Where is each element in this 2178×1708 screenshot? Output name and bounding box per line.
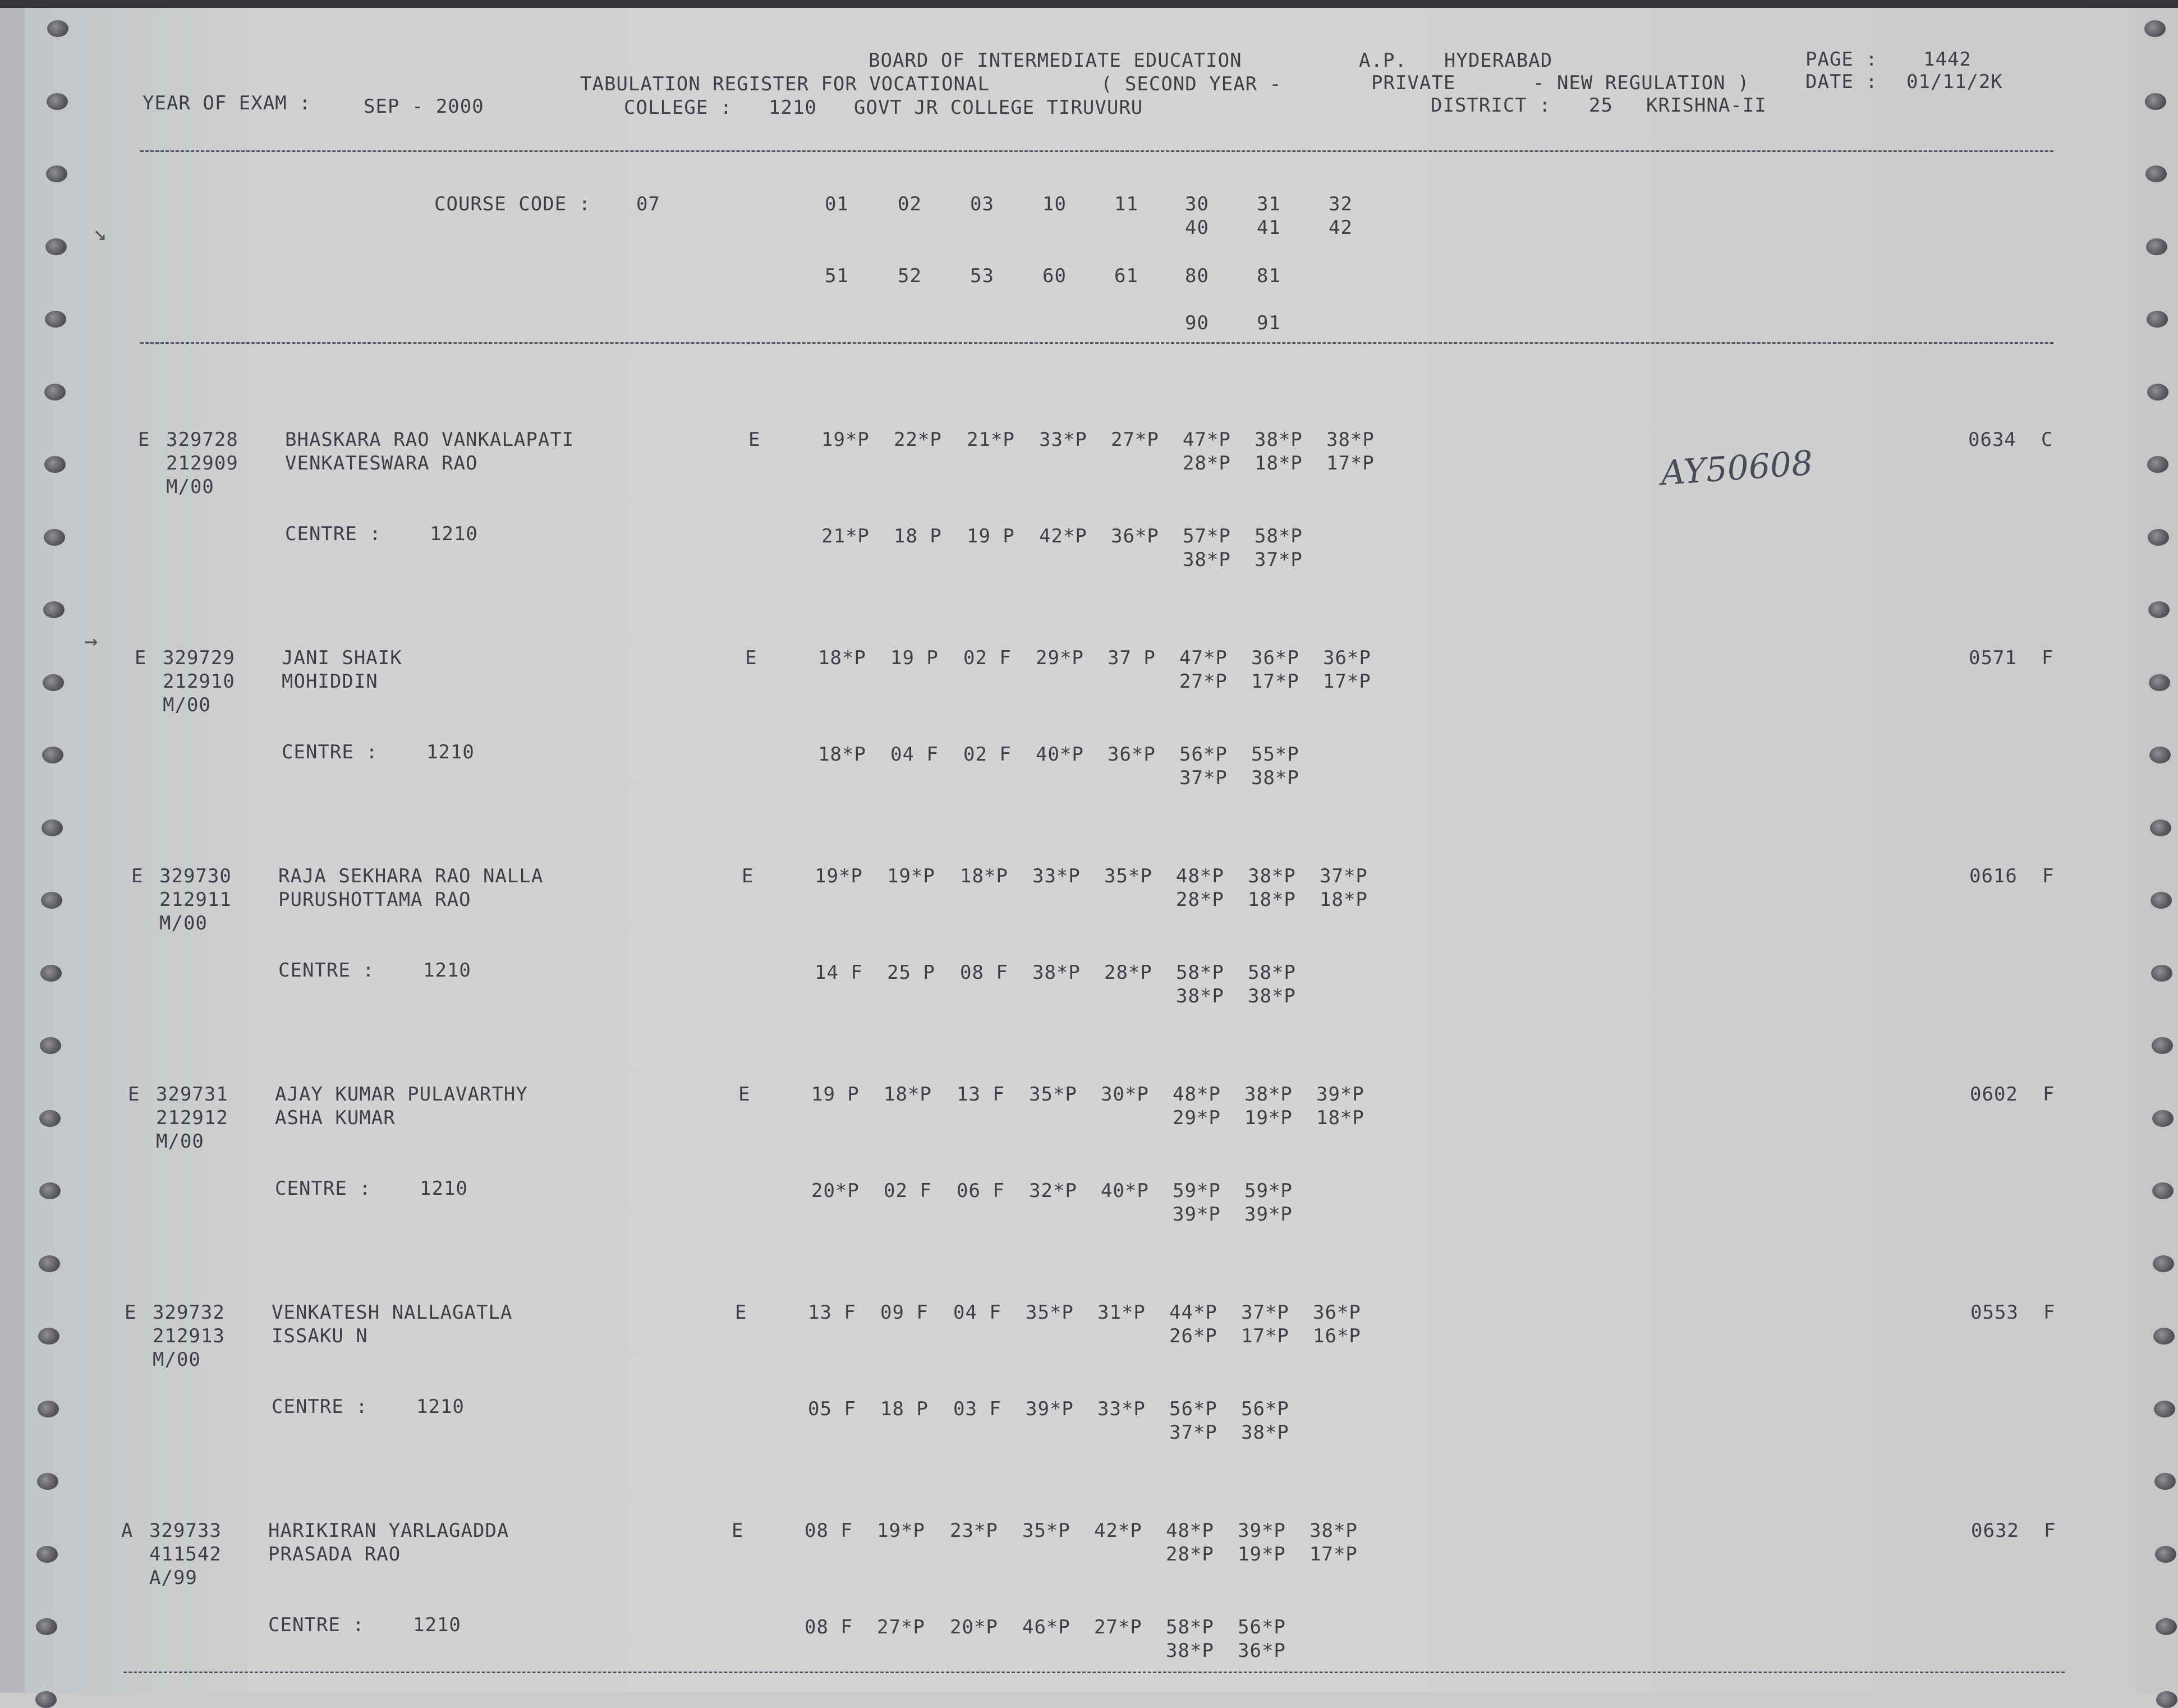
centre-label: CENTRE : xyxy=(268,1614,365,1636)
result-code: F xyxy=(2044,1520,2056,1542)
sprocket-hole-right xyxy=(2155,1546,2176,1563)
result-code: F xyxy=(2042,647,2054,669)
course-code-row3-item: 61 xyxy=(1114,265,1138,287)
mark-cell: 18 P xyxy=(894,525,942,547)
student-flag: E xyxy=(128,1083,140,1106)
guardian-name: PRASADA RAO xyxy=(268,1543,401,1566)
mark-cell: 28*P xyxy=(1176,888,1224,911)
mark-cell: 37*P xyxy=(1241,1301,1289,1324)
centre-label: CENTRE : xyxy=(282,741,378,763)
sprocket-hole-left xyxy=(39,1182,61,1199)
sprocket-hole-right xyxy=(2156,1691,2177,1708)
register-number: 212910 xyxy=(163,670,235,693)
centre-label: CENTRE : xyxy=(275,1177,371,1200)
mark-cell: 40*P xyxy=(1101,1180,1149,1202)
total-marks: 0632 xyxy=(1971,1520,2019,1542)
handwritten-annotation: AY50608 xyxy=(1659,443,1814,494)
medium-code: E xyxy=(742,865,754,887)
roll-number: 329731 xyxy=(156,1083,228,1106)
sprocket-hole-left xyxy=(38,1328,59,1345)
mark-cell: 38*P xyxy=(1248,985,1296,1007)
top-edge xyxy=(0,0,2178,8)
sprocket-hole-right xyxy=(2156,1618,2177,1635)
mark-cell: 38*P xyxy=(1248,865,1296,887)
mark-cell: 38*P xyxy=(1032,961,1081,984)
mark-cell: 37*P xyxy=(1255,549,1303,571)
mark-cell: 32*P xyxy=(1029,1180,1077,1202)
sprocket-hole-left xyxy=(42,747,63,763)
register-number: 411542 xyxy=(149,1543,222,1566)
student-name: RAJA SEKHARA RAO NALLA xyxy=(278,865,544,887)
sprocket-hole-right xyxy=(2148,529,2169,546)
course-code-row1-item: 10 xyxy=(1042,193,1067,215)
course-code-row3-item: 51 xyxy=(825,265,849,287)
private-label: PRIVATE xyxy=(1371,72,1456,94)
centre-code: 1210 xyxy=(430,523,478,545)
course-code: 07 xyxy=(636,193,660,215)
mark-cell: 39*P xyxy=(1026,1398,1074,1420)
sprocket-hole-right xyxy=(2152,1110,2174,1127)
mark-cell: 38*P xyxy=(1244,1083,1293,1106)
mark-cell: 38*P xyxy=(1309,1520,1358,1542)
mark-cell: 37 P xyxy=(1108,647,1156,669)
centre-code: 1210 xyxy=(426,741,475,763)
course-code-row1-item: 03 xyxy=(970,193,994,215)
sprocket-hole-right xyxy=(2154,1401,2175,1417)
total-marks: 0571 xyxy=(1969,647,2017,669)
medium-code: E xyxy=(738,1083,751,1106)
mark-cell: 56*P xyxy=(1169,1398,1217,1420)
mark-cell: 36*P xyxy=(1108,743,1156,766)
mark-cell: 22*P xyxy=(894,429,942,451)
centre-code: 1210 xyxy=(420,1177,468,1200)
roll-number: 329729 xyxy=(163,647,235,669)
mark-cell: 37*P xyxy=(1179,767,1228,789)
course-code-row2-item: 42 xyxy=(1329,217,1353,239)
register-number: 212913 xyxy=(153,1325,225,1347)
mark-cell: 35*P xyxy=(1026,1301,1074,1324)
mark-cell: 17*P xyxy=(1241,1325,1289,1347)
mark-cell: 05 F xyxy=(808,1398,856,1420)
guardian-name: PURUSHOTTAMA RAO xyxy=(278,888,471,911)
mark-cell: 55*P xyxy=(1251,743,1299,766)
mark-cell: 42*P xyxy=(1039,525,1087,547)
mark-cell: 23*P xyxy=(950,1520,998,1542)
mark-cell: 19*P xyxy=(815,865,863,887)
divider-top xyxy=(140,150,2053,152)
sprocket-hole-right xyxy=(2148,601,2170,618)
guardian-name: VENKATESWARA RAO xyxy=(285,452,478,475)
course-code-row1-item: 30 xyxy=(1185,193,1209,215)
mark-cell: 48*P xyxy=(1173,1083,1221,1106)
mark-cell: 56*P xyxy=(1241,1398,1289,1420)
mark-cell: 38*P xyxy=(1183,549,1231,571)
sprocket-hole-left xyxy=(36,1618,57,1635)
course-code-row1-item: 31 xyxy=(1257,193,1281,215)
mark-cell: 36*P xyxy=(1313,1301,1361,1324)
sprocket-hole-left xyxy=(35,1691,57,1708)
mark-cell: 36*P xyxy=(1251,647,1299,669)
sprocket-hole-left xyxy=(40,965,62,982)
mark-cell: 26*P xyxy=(1169,1325,1217,1347)
mark-cell: 27*P xyxy=(1179,670,1228,693)
mark-cell: 18*P xyxy=(960,865,1008,887)
mark-cell: 18*P xyxy=(1248,888,1296,911)
sprocket-hole-left xyxy=(46,165,67,182)
mark-cell: 36*P xyxy=(1111,525,1159,547)
medium-code: E xyxy=(745,647,757,669)
centre-code: 1210 xyxy=(423,959,471,982)
result-code: C xyxy=(2041,429,2053,451)
guardian-name: MOHIDDIN xyxy=(282,670,378,693)
course-code-row3-item: 60 xyxy=(1042,265,1067,287)
mark-cell: 17*P xyxy=(1323,670,1371,693)
result-code: F xyxy=(2043,1083,2055,1106)
mark-cell: 19*P xyxy=(821,429,870,451)
roll-number: 329728 xyxy=(166,429,238,451)
mark-cell: 35*P xyxy=(1022,1520,1070,1542)
mark-cell: 08 F xyxy=(805,1616,853,1638)
mark-cell: 17*P xyxy=(1309,1543,1358,1566)
course-code-row1-item: 32 xyxy=(1329,193,1353,215)
mark-cell: 06 F xyxy=(957,1180,1005,1202)
register-number: 212912 xyxy=(156,1107,228,1129)
divider-bottom xyxy=(123,1672,2065,1673)
sprocket-hole-right xyxy=(2153,1255,2174,1272)
mark-cell: 19 P xyxy=(890,647,939,669)
mark-cell: 19 P xyxy=(967,525,1015,547)
sprocket-hole-left xyxy=(38,1401,59,1417)
sprocket-hole-right xyxy=(2147,384,2168,400)
sprocket-hole-right xyxy=(2154,1473,2176,1490)
mark-cell: 38*P xyxy=(1166,1640,1214,1662)
tractor-feed-strip-left xyxy=(0,0,24,1693)
mark-cell: 16*P xyxy=(1313,1325,1361,1347)
sprocket-hole-left xyxy=(44,529,65,546)
roll-number: 329730 xyxy=(159,865,232,887)
mark-cell: 18*P xyxy=(1320,888,1368,911)
mark-cell: 38*P xyxy=(1255,429,1303,451)
divider-header-bottom xyxy=(140,342,2053,344)
mark-cell: 02 F xyxy=(963,743,1012,766)
board-title: BOARD OF INTERMEDIATE EDUCATION xyxy=(869,49,1242,72)
mark-cell: 19*P xyxy=(877,1520,925,1542)
student-name: HARIKIRAN YARLAGADDA xyxy=(268,1520,509,1542)
mark-cell: 28*P xyxy=(1183,452,1231,475)
mark-cell: 39*P xyxy=(1316,1083,1364,1106)
mark-cell: 47*P xyxy=(1179,647,1228,669)
mark-cell: 18*P xyxy=(818,647,866,669)
roll-number: 329733 xyxy=(149,1520,222,1542)
mark-cell: 56*P xyxy=(1238,1616,1286,1638)
total-marks: 0634 xyxy=(1968,429,2016,451)
total-marks: 0553 xyxy=(1970,1301,2019,1324)
sprocket-hole-right xyxy=(2152,1037,2173,1054)
course-code-row3-item: 81 xyxy=(1257,265,1281,287)
sprocket-hole-left xyxy=(44,384,66,400)
result-code: F xyxy=(2042,865,2055,887)
district-label: DISTRICT : xyxy=(1431,94,1551,117)
mark-cell: 28*P xyxy=(1166,1543,1214,1566)
centre-label: CENTRE : xyxy=(278,959,375,982)
sprocket-hole-right xyxy=(2150,820,2171,836)
city-name: HYDERABAD xyxy=(1444,49,1553,72)
mark-cell: 57*P xyxy=(1183,525,1231,547)
sprocket-hole-left xyxy=(47,20,68,37)
course-code-row3-item: 53 xyxy=(970,265,994,287)
sprocket-hole-left xyxy=(43,674,64,691)
mark-cell: 59*P xyxy=(1244,1180,1293,1202)
sprocket-hole-right xyxy=(2147,456,2168,473)
student-flag: E xyxy=(125,1301,137,1324)
mark-cell: 37*P xyxy=(1169,1421,1217,1444)
mark-cell: 48*P xyxy=(1166,1520,1214,1542)
sprocket-hole-right xyxy=(2145,93,2166,110)
mark-cell: 19 P xyxy=(811,1083,860,1106)
mark-cell: 39*P xyxy=(1238,1520,1286,1542)
medium-code: E xyxy=(735,1301,747,1324)
guardian-name: ASHA KUMAR xyxy=(275,1107,396,1129)
sprocket-hole-right xyxy=(2149,674,2170,691)
mark-cell: 33*P xyxy=(1032,865,1081,887)
centre-code: 1210 xyxy=(416,1396,465,1418)
district-name: KRISHNA-II xyxy=(1646,94,1767,117)
mark-cell: 13 F xyxy=(957,1083,1005,1106)
mark-cell: 02 F xyxy=(963,647,1012,669)
medium-code: E xyxy=(732,1520,744,1542)
pencil-arrow-mark: → xyxy=(84,628,98,654)
student-name: JANI SHAIK xyxy=(282,647,402,669)
student-flag: E xyxy=(138,429,150,451)
mark-cell: 02 F xyxy=(884,1180,932,1202)
mark-cell: 19*P xyxy=(1244,1107,1293,1129)
mark-cell: 39*P xyxy=(1244,1203,1293,1226)
year-part: ( SECOND YEAR - xyxy=(1101,73,1282,95)
register-title: TABULATION REGISTER FOR VOCATIONAL xyxy=(580,73,990,95)
mark-cell: 38*P xyxy=(1241,1421,1289,1444)
mark-cell: 27*P xyxy=(1094,1616,1142,1638)
mark-cell: 36*P xyxy=(1238,1640,1286,1662)
year-of-exam-label: YEAR OF EXAM : xyxy=(143,92,311,114)
mark-cell: 46*P xyxy=(1022,1616,1070,1638)
mark-cell: 58*P xyxy=(1176,961,1224,984)
course-code-row4-item: 90 xyxy=(1185,312,1209,334)
centre-label: CENTRE : xyxy=(285,523,382,545)
mark-cell: 04 F xyxy=(890,743,939,766)
mark-cell: 27*P xyxy=(877,1616,925,1638)
mark-cell: 47*P xyxy=(1183,429,1231,451)
sprocket-hole-left xyxy=(43,601,65,618)
sprocket-hole-left xyxy=(42,820,63,836)
centre-code: 1210 xyxy=(413,1614,461,1636)
college-label: COLLEGE : xyxy=(624,96,733,119)
mark-cell: 40*P xyxy=(1036,743,1084,766)
mark-cell: 33*P xyxy=(1097,1398,1146,1420)
category-code: M/00 xyxy=(163,694,211,716)
sprocket-hole-left xyxy=(37,1473,58,1490)
mark-cell: 44*P xyxy=(1169,1301,1217,1324)
mark-cell: 18 P xyxy=(880,1398,929,1420)
course-code-row1-item: 02 xyxy=(898,193,922,215)
register-number: 212909 xyxy=(166,452,238,475)
pencil-tick-mark: ↘ xyxy=(93,220,107,246)
sprocket-hole-left xyxy=(45,238,67,255)
mark-cell: 31*P xyxy=(1097,1301,1146,1324)
student-name: BHASKARA RAO VANKALAPATI xyxy=(285,429,575,451)
date-label: DATE : xyxy=(1805,71,1878,93)
category-code: M/00 xyxy=(159,912,208,934)
guardian-name: ISSAKU N xyxy=(272,1325,368,1347)
mark-cell: 36*P xyxy=(1323,647,1371,669)
mark-cell: 48*P xyxy=(1176,865,1224,887)
roll-number: 329732 xyxy=(153,1301,225,1324)
mark-cell: 29*P xyxy=(1036,647,1084,669)
mark-cell: 20*P xyxy=(950,1616,998,1638)
year-of-exam: SEP - 2000 xyxy=(364,95,484,118)
state-abbr: A.P. xyxy=(1359,49,1407,72)
mark-cell: 27*P xyxy=(1111,429,1159,451)
sprocket-hole-left xyxy=(45,311,66,328)
course-code-row3-item: 80 xyxy=(1185,265,1209,287)
sprocket-hole-left xyxy=(36,1546,58,1563)
student-name: VENKATESH NALLAGATLA xyxy=(272,1301,513,1324)
district-code: 25 xyxy=(1589,94,1613,117)
sprocket-hole-left xyxy=(44,456,66,473)
college-code: 1210 xyxy=(769,96,817,119)
mark-cell: 13 F xyxy=(808,1301,856,1324)
mark-cell: 21*P xyxy=(821,525,870,547)
mark-cell: 17*P xyxy=(1326,452,1375,475)
sprocket-hole-right xyxy=(2151,892,2172,909)
mark-cell: 38*P xyxy=(1251,767,1299,789)
centre-label: CENTRE : xyxy=(272,1396,368,1418)
mark-cell: 18*P xyxy=(884,1083,932,1106)
mark-cell: 38*P xyxy=(1176,985,1224,1007)
student-flag: A xyxy=(121,1520,134,1542)
mark-cell: 35*P xyxy=(1029,1083,1077,1106)
category-code: M/00 xyxy=(156,1130,204,1153)
mark-cell: 58*P xyxy=(1166,1616,1214,1638)
mark-cell: 30*P xyxy=(1101,1083,1149,1106)
mark-cell: 18*P xyxy=(1316,1107,1364,1129)
course-code-row2-item: 41 xyxy=(1257,217,1281,239)
sprocket-hole-right xyxy=(2153,1328,2175,1345)
sprocket-hole-left xyxy=(39,1255,60,1272)
medium-code: E xyxy=(748,429,761,451)
mark-cell: 19*P xyxy=(1238,1543,1286,1566)
category-code: M/00 xyxy=(166,476,214,498)
mark-cell: 42*P xyxy=(1094,1520,1142,1542)
regulation-label: - NEW REGULATION ) xyxy=(1533,72,1750,94)
mark-cell: 56*P xyxy=(1179,743,1228,766)
mark-cell: 29*P xyxy=(1173,1107,1221,1129)
mark-cell: 25 P xyxy=(887,961,935,984)
print-date: 01/11/2K xyxy=(1906,71,2003,93)
sprocket-hole-right xyxy=(2151,965,2172,982)
sprocket-hole-left xyxy=(47,93,68,110)
course-code-label: COURSE CODE : xyxy=(434,193,591,215)
sprocket-hole-right xyxy=(2147,311,2168,328)
result-code: F xyxy=(2043,1301,2056,1324)
mark-cell: 17*P xyxy=(1251,670,1299,693)
student-name: AJAY KUMAR PULAVARTHY xyxy=(275,1083,528,1106)
mark-cell: 38*P xyxy=(1326,429,1375,451)
mark-cell: 18*P xyxy=(818,743,866,766)
mark-cell: 09 F xyxy=(880,1301,929,1324)
mark-cell: 28*P xyxy=(1104,961,1152,984)
mark-cell: 37*P xyxy=(1320,865,1368,887)
mark-cell: 08 F xyxy=(805,1520,853,1542)
mark-cell: 18*P xyxy=(1255,452,1303,475)
mark-cell: 21*P xyxy=(967,429,1015,451)
sprocket-hole-right xyxy=(2149,747,2171,763)
mark-cell: 08 F xyxy=(960,961,1008,984)
mark-cell: 59*P xyxy=(1173,1180,1221,1202)
sprocket-hole-left xyxy=(39,1110,61,1127)
mark-cell: 19*P xyxy=(887,865,935,887)
sprocket-hole-left xyxy=(41,892,62,909)
register-number: 212911 xyxy=(159,888,232,911)
course-code-row3-item: 52 xyxy=(898,265,922,287)
mark-cell: 35*P xyxy=(1104,865,1152,887)
course-code-row2-item: 40 xyxy=(1185,217,1209,239)
course-code-row1-item: 11 xyxy=(1114,193,1138,215)
mark-cell: 14 F xyxy=(815,961,863,984)
category-code: A/99 xyxy=(149,1567,197,1589)
sprocket-hole-right xyxy=(2152,1182,2174,1199)
student-flag: E xyxy=(135,647,147,669)
course-code-row4-item: 91 xyxy=(1257,312,1281,334)
mark-cell: 20*P xyxy=(811,1180,860,1202)
mark-cell: 39*P xyxy=(1173,1203,1221,1226)
mark-cell: 33*P xyxy=(1039,429,1087,451)
sprocket-hole-right xyxy=(2146,238,2167,255)
mark-cell: 03 F xyxy=(953,1398,1001,1420)
mark-cell: 58*P xyxy=(1248,961,1296,984)
college-name: GOVT JR COLLEGE TIRUVURU xyxy=(854,96,1143,119)
total-marks: 0616 xyxy=(1969,865,2018,887)
total-marks: 0602 xyxy=(1970,1083,2018,1106)
page-number: 1442 xyxy=(1923,48,1972,71)
mark-cell: 58*P xyxy=(1255,525,1303,547)
page-label: PAGE : xyxy=(1805,48,1878,71)
category-code: M/00 xyxy=(153,1348,201,1371)
sprocket-hole-right xyxy=(2145,165,2167,182)
sprocket-hole-right xyxy=(2144,20,2166,37)
sprocket-hole-left xyxy=(40,1037,61,1054)
student-flag: E xyxy=(131,865,144,887)
printout-sheet xyxy=(24,0,2135,1693)
course-code-row1-item: 01 xyxy=(825,193,849,215)
mark-cell: 04 F xyxy=(953,1301,1001,1324)
